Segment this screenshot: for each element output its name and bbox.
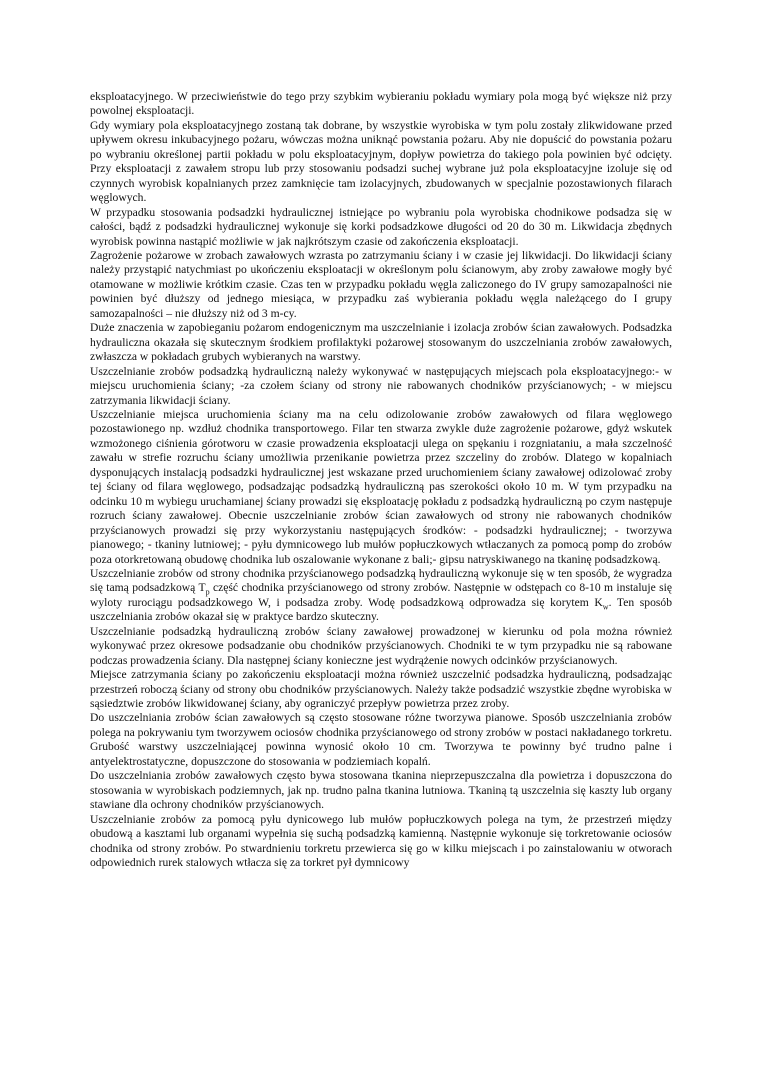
paragraph-10: Miejsce zatrzymania ściany po zakończeniu eksploatacji można również uszczelnić podsadzka hydrauliczną, podsadzając przestrzeń roboczą ściany od strony obu chodników przyścianowych. Należy także podsadzić wszystkie zbędne wyrobiska w sąsiedztwie zrobów likwidowanej ściany, aby ograniczyć przepływ powietrza przez zroby. xyxy=(90,668,672,711)
paragraph-8-part-2: część chodnika przyścianowego od strony zrobów. Następnie w odstępach co 8-10 m instaluje się wyloty rurociągu podsadzkowego W, i podsadza zroby. Wodę podsadzkową odprowadza się korytem K xyxy=(90,581,672,609)
paragraph-2: Gdy wymiary pola eksploatacyjnego zostaną tak dobrane, by wszystkie wyrobiska w tym polu zostały zlikwidowane przed upływem okresu inkubacyjnego pożaru, wówczas można uniknąć powstania pożaru. Aby nie dopuścić do powstania pożaru po wybraniu określonej partii pokładu w polu eksploatacyjnym, dopływ powietrza do takiego pola powinien być odcięty. Przy eksploatacji z zawałem stropu lub przy stosowaniu podsadzi suchej wybrane już pola eksploatacyjne izoluje się od czynnych wyrobisk kopalnianych przez zamknięcie tam izolacyjnych, zbudowanych w specjalnie pozostawionych filarach węglowych. xyxy=(90,118,672,205)
paragraph-1: eksploatacyjnego. W przeciwieństwie do tego przy szybkim wybieraniu pokładu wymiary pola mogą być większe niż przy powolnej eksploatacji. xyxy=(90,90,672,118)
paragraph-11: Do uszczelniania zrobów ścian zawałowych są często stosowane różne tworzywa pianowe. Sposób uszczelniania zrobów polega na pokrywaniu tym tworzywem ociosów chodnika przyścianowego od strony zrobów w postaci nakładanego torkretu. Grubość warstwy uszczelniającej powinna wynosić około 10 cm. Tworzywa te powinny być trudno palne i antyelektrostatyczne, dopuszczone do stosowania w podziemiach kopalń. xyxy=(90,711,672,768)
paragraph-7: Uszczelnianie miejsca uruchomienia ściany ma na celu odizolowanie zrobów zawałowych od filara węglowego pozostawionego np. wzdłuż chodnika transportowego. Filar ten stwarza zwykle duże zagrożenie pożarowe, gdyż wskutek wzmożonego ciśnienia górotworu w czasie prowadzenia eksploatacji ulega on spękaniu i rozgniataniu, a mała szczelność zawału w strefie rozruchu ściany umożliwia przenikanie powietrza przez szczeliny do zrobów. Dlatego w kopalniach dysponujących instalacją podsadzki hydraulicznej jest wskazane przed uruchomieniem ściany zawałowej odizolować zroby tej ściany od filara węglowego, podsadzając podsadzką hydrauliczną pas szerokości około 10 m. W tym przypadku na odcinku 10 m wybiegu uruchamianej ściany prowadzi się eksploatację pokładu z podsadzką hydrauliczną po czym następuje rozruch ściany zawałowej. Obecnie uszczelnianie zrobów ścian zawałowych od strony nie rabowanych chodników przyścianowych prowadzi się przy wykorzystaniu następujących środków: - podsadzki hydraulicznej; - tworzywa pianowego; - tkaniny lutniowej; - pyłu dymnicowego lub mułów popłuczkowych wtłaczanych za pomocą pomp do zrobów poza otorkretowaną obudowę chodnika lub oszalowanie wykonane z bali;- gipsu natryskiwanego na tkaninę podsadzkową. xyxy=(90,407,672,566)
document-page xyxy=(90,90,672,870)
koryto-subscript: w xyxy=(602,602,609,612)
paragraph-12: Do uszczelniania zrobów zawałowych często bywa stosowana tkanina nieprzepuszczalna dla powietrza i dopuszczona do stosowania w wyrobiskach podziemnych, jak np. trudno palna tkanina lutniowa. Tkaniną tą uszczelnia się kaszty lub organy stawiane dla ochrony chodników przyścianowych. xyxy=(90,769,672,812)
paragraph-8 xyxy=(90,567,672,625)
paragraph-9: Uszczelnianie podsadzką hydrauliczną zrobów ściany zawałowej prowadzonej w kierunku od pola można również wykonywać przez okresowe podsadzanie obu chodników przyścianowych. Chodniki te w tym przypadku nie są rabowane podczas prowadzenia ściany. Dla następnej ściany konieczne jest wydrążenie nowych odcinków przyścianowych. xyxy=(90,624,672,667)
tama-subscript: p xyxy=(205,587,210,597)
paragraph-13: Uszczelnianie zrobów za pomocą pyłu dynicowego lub mułów popłuczkowych polega na tym, że przestrzeń między obudową a kasztami lub organami wypełnia się suchą podsadzką kamienną. Następnie wykonuje się torkretowanie ociosów chodnika od strony zrobów. Po stwardnieniu torkretu przewierca się go w kilku miejscach i po zainstalowaniu w otworach odpowiednich rurek stalowych wtłacza się za torkret pył dymnicowy xyxy=(90,812,672,870)
paragraph-8-part-3: . Ten sposób uszczelniania zrobów okazał się w praktyce bardzo skuteczny. xyxy=(90,595,672,624)
paragraph-8-part-1: Uszczelnianie zrobów od strony chodnika przyścianowego podsadzką hydrauliczną wykonuje się w ten sposób, że wygradza się tamą podsadzkową T xyxy=(90,566,672,595)
paragraph-4: Zagrożenie pożarowe w zrobach zawałowych wzrasta po zatrzymaniu ściany i w czasie jej likwidacji. Do likwidacji ściany należy przystąpić natychmiast po ukończeniu eksploatacji w określonym polu ścianowym, aby zroby zawałowe mogły być otamowane w możliwie krótkim czasie. Czas ten w przypadku pokładu węgla zaliczonego do IV grupy samozapalności nie powinien być dłuższy od jednego miesiąca, w przypadku zaś wybierania pokładu węgla należącego do I grupy samozapalności – nie dłuższy niż od 3 m-cy. xyxy=(90,248,672,320)
paragraph-3: W przypadku stosowania podsadzki hydraulicznej istniejące po wybraniu pola wyrobiska chodnikowe podsadza się w całości, bądź z podsadzki hydraulicznej wykonuje się korki podsadzkowe długości od 20 do 30 m. Likwidacja zbędnych wyrobisk powinna nastąpić możliwie w jak najkrótszym czasie od zakończenia eksploatacji. xyxy=(90,205,672,248)
paragraph-5: Duże znaczenia w zapobieganiu pożarom endogenicznym ma uszczelnianie i izolacja zrobów ścian zawałowych. Podsadzka hydrauliczna okazała się skutecznym środkiem profilaktyki pożarowej stosowanym do uszczelniania zrobów zawałowych, zwłaszcza w pokładach grubych wybieranych na warstwy. xyxy=(90,321,672,364)
paragraph-6: Uszczelnianie zrobów podsadzką hydrauliczną należy wykonywać w następujących miejscach pola eksploatacyjnego:- w miejscu uruchomienia ściany; -za czołem ściany od strony nie rabowanych chodników przyścianowych; - w miejscu zatrzymania likwidacji ściany. xyxy=(90,364,672,407)
